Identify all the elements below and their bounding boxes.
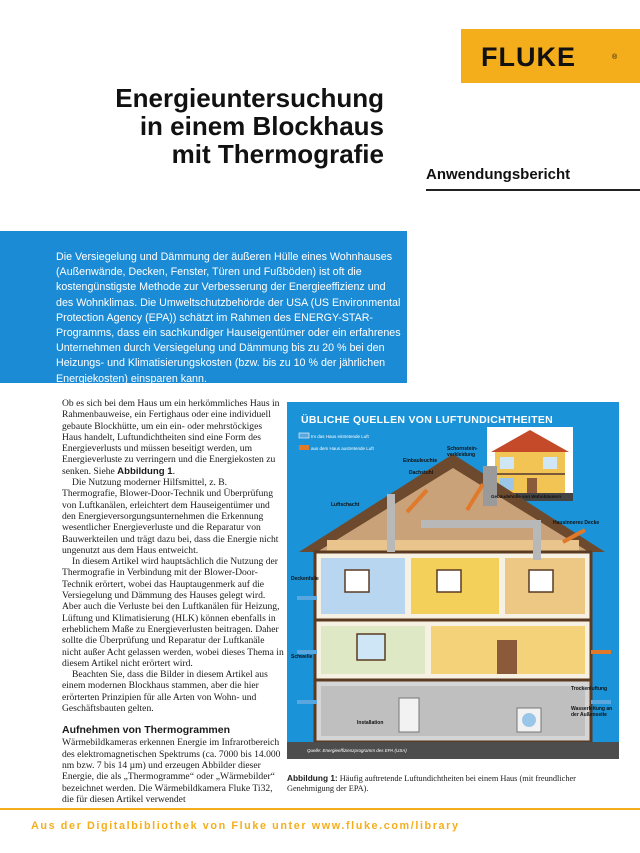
figure-caption (287, 773, 620, 794)
label-deckenfalle: Deckenfalle (291, 576, 319, 582)
legend-outgoing: aus dem Haus austretende Luft (311, 446, 374, 451)
legend-incoming: Im das Haus eintretende Luft (311, 434, 369, 439)
label-installation: Installation (357, 720, 384, 726)
caption-ref: Abbildung 1: (287, 773, 338, 783)
paragraph-4: Beachten Sie, dass die Bilder in diesem Artikel aus einem modernen Blockhaus stammen, aber die hier erörterten Prinzipien für alle Arten von Wohn- und Geschäftsbauten gelten. (62, 669, 268, 715)
figure-title: ÜBLICHE QUELLEN VON LUFTUNDICHTHEITEN (301, 414, 554, 426)
figure-air-leak-house (287, 402, 619, 759)
label-schwelle: Schwelle (291, 654, 313, 660)
caption-text: Häufig auftretende Luftundichtheiten bei einem Haus (mit freundlicher Genehmigung der EPA). (287, 774, 576, 793)
paragraph-3: In diesem Artikel wird hauptsächlich die Nutzung der Thermografie in Verbindung mit der Blower-Door-Technik erörtert, wobei das Hauptaugenmerk auf die Versiegelung und Dämmung des Hauses gelegt wird. Aber auch die Verluste bei den Luftkanälen für Heizung, Lüftung und Klimatisierung (HLK) können ebenfalls in erheblichem Maße zu Energieverlusten beitragen. Daher sollte die Überprüfung und Reparatur der Luftkanäle nicht außer Acht gelassen werden, wobei dieses Thema in diesem Artikel nicht erörtert wird. (62, 556, 284, 669)
label-luftschacht: Luftschacht (331, 502, 360, 508)
label-inset: Gebäudehülle von Wohnhäusern (491, 494, 562, 499)
body-column (62, 398, 284, 805)
figure-reference: Abbildung 1 (117, 465, 173, 477)
registered-mark: ® (612, 54, 618, 61)
label-dachstuhl: Dachstuhl (409, 470, 434, 476)
section-heading: Aufnehmen von Thermogrammen (62, 724, 231, 737)
footer-text: Aus der Digitalbibliothek von Fluke unter www.fluke.com/library (31, 820, 460, 832)
label-einbauleuchte: Einbauleuchte (403, 458, 438, 464)
page-title (24, 84, 384, 168)
intro-box (0, 231, 407, 383)
title-line-2: in einem Blockhaus (139, 111, 384, 141)
title-line-1: Energieuntersuchung (115, 83, 384, 113)
label-schornstein: Schornstein-verkleidung (447, 446, 478, 458)
label-hausinnere: Hausinneres Decke (553, 520, 600, 526)
document-type: Anwendungsbericht (426, 166, 571, 183)
fluke-logo (461, 29, 640, 83)
title-line-3: mit Thermografie (171, 139, 384, 169)
figure-credit: Quelle: Energieeffizienzprogramm des EPA (USA) (307, 748, 407, 753)
logo-text: FLUKE (481, 42, 576, 72)
label-trockenluftung: Trockenluftung (571, 686, 608, 692)
paragraph-2: Die Nutzung moderner Hilfsmittel, z. B. Thermografie, Blower-Door-Technik und Überprüfung von Luftkanälen, erleichtert dem Hauseigentümer und den Energieversorgungsunternehmen die Erkennung wesentlicher Energieverluste und die Reparatur von Bauwerkteilen und trägt dazu bei, dass die Energie nicht ungenutzt aus dem Haus entweicht. (62, 477, 279, 556)
paragraph-5: Wärmebildkameras erkennen Energie im Infrarotbereich des elektromagnetischen Spektrums (ca. 7000 bis 14.000 nm bzw. 7 bis 14 µm) und erzeugen Abbilder dieser Energie, die als „Thermogramme“ oder „Wärmebilder“ bezeichnet werden. Die Wärmebildkamera Fluke Ti32, die für diesen Artikel verwendet (62, 737, 281, 805)
intro-text: Die Versiegelung und Dämmung der äußeren Hülle eines Wohnhauses (Außenwände, Decken, Fenster, Türen und Fußböden) ist oft die kostengünstigste Methode zur Verbesserung der Energieeffizienz und des Wohnklimas. Die Umweltschutzbehörde der USA (US Environmental Protection Agency (EPA)) schätzt im Rahmen des ENERGY-STAR-Programms, dass ein sachkundiger Hauseigentümer oder ein erfahrenes Unternehmen durch Versiegelung und Dämmung bis zu 20 % bei den Heizungs- und Klimatisierungskosten (bzw. bis zu 10 % der jährlichen Energiekosten) einsparen kann. (56, 251, 401, 385)
label-wasserleitung: Wasserleitung an der Außenseite (571, 706, 613, 718)
footer-rule (0, 808, 640, 810)
paragraph-1: Ob es sich bei dem Haus um ein herkömmliches Haus in Rahmenbauweise, ein Fertighaus oder eine individuell gebaute Blockhütte, um ein ein- oder mehrstöckiges Haus handelt, Luftundichtheiten sind eine Form des Energieverlusts und müssen beseitigt werden, um Energieverluste zu verringern und die Energiekosten zu senken. Siehe Abbildung 1. (62, 398, 280, 477)
title-rule (426, 189, 640, 191)
